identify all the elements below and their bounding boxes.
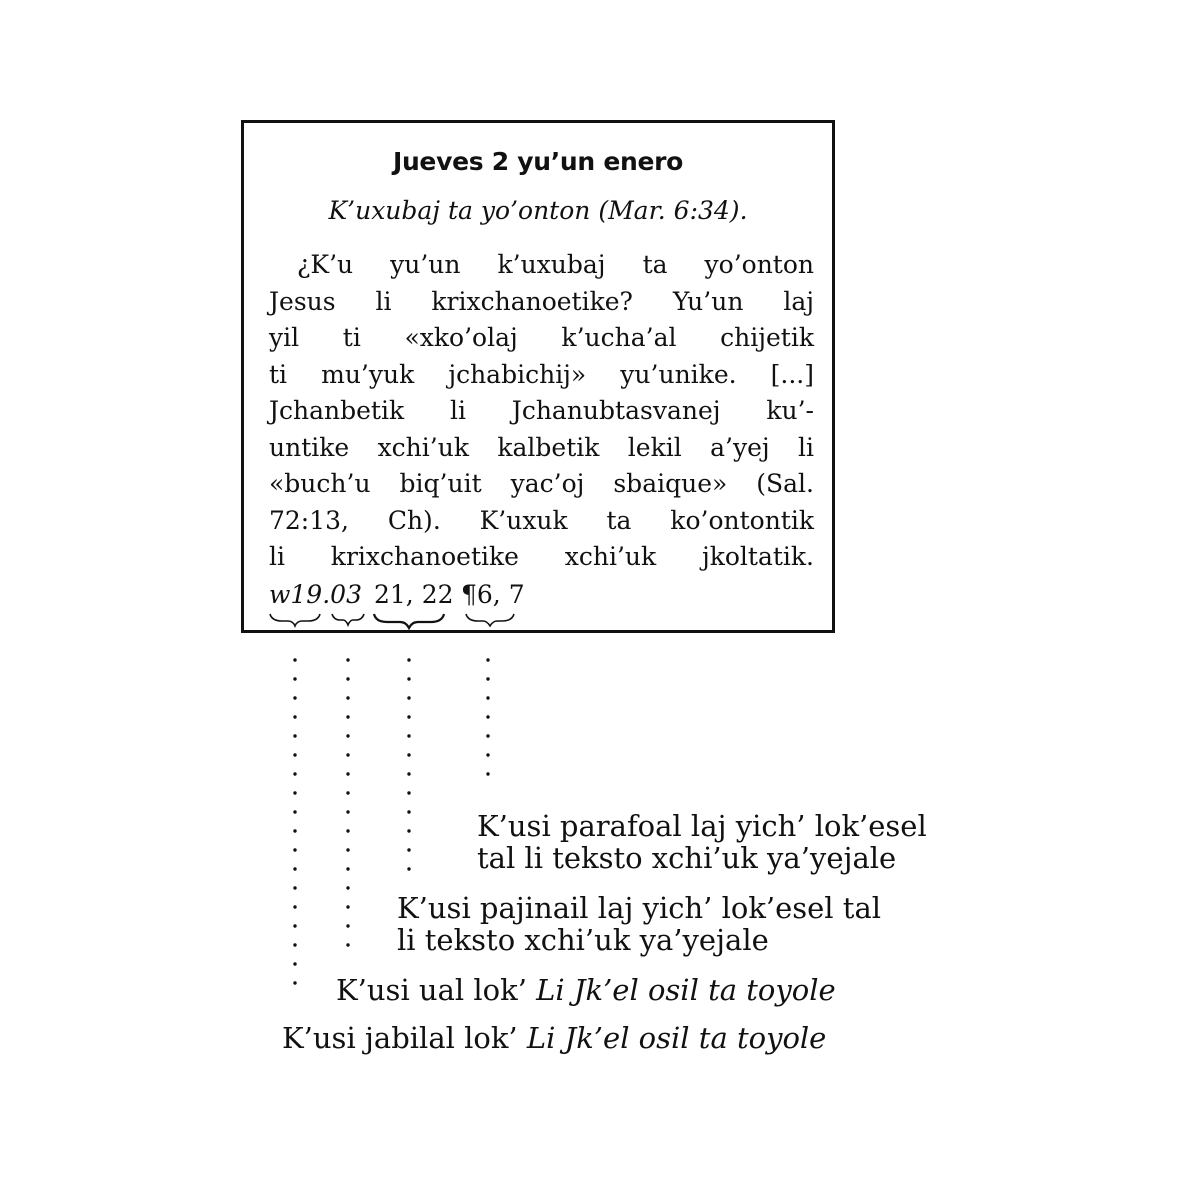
label-year-publication: Li Jk’el osil ta toyole <box>526 1021 827 1055</box>
card-verse: K’uxubaj ta yo’onton (Mar. 6:34). <box>328 196 748 225</box>
body-line: ¿K’u yu’un k’uxubaj ta yo’onton <box>297 250 814 279</box>
label-paragraph <box>477 810 927 874</box>
brace-pages <box>374 614 444 628</box>
body-line: yil ti «xko’olaj k’ucha’al chijetik <box>269 323 814 352</box>
label-page-line-2: li teksto xchi’uk ya’yejale <box>397 923 769 957</box>
label-year-prefix: K’usi jabilal lok’ <box>282 1021 518 1055</box>
under-braces <box>270 614 514 628</box>
brace-year <box>270 614 320 626</box>
body-line: Jesus li krixchanoetike? Yu’un laj <box>269 286 814 316</box>
label-page <box>397 892 881 956</box>
body-line: li krixchanoetike xchi’uk jkoltatik. <box>269 542 814 571</box>
reference-issue: w19.03 <box>269 580 362 609</box>
reference-paragraphs: ¶6, 7 <box>461 580 525 609</box>
body-line: «buch’u biq’uit yac’oj sbaique» (Sal. <box>269 469 814 498</box>
body-line: Jchanbetik li Jchanubtasvanej ku’- <box>269 396 814 425</box>
label-year <box>282 1022 826 1054</box>
label-paragraph-line-1: K’usi parafoal laj yich’ lok’esel <box>477 809 927 843</box>
label-issue <box>336 974 836 1006</box>
brace-paragraphs <box>466 614 514 626</box>
body-line: untike xchi’uk kalbetik lekil a’yej li <box>269 432 814 462</box>
label-issue-publication: Li Jk’el osil ta toyole <box>536 973 836 1007</box>
reference-pages: 21, 22 <box>374 580 454 609</box>
card-date: Jueves 2 yu’un enero <box>392 147 684 176</box>
label-issue-prefix: K’usi ual lok’ <box>336 973 527 1007</box>
body-line: ti mu’yuk jchabichij» yu’unike. [...] <box>269 359 814 389</box>
brace-issue <box>332 614 364 625</box>
body-line: 72:13, Ch). K’uxuk ta ko’ontontik <box>269 505 814 535</box>
label-paragraph-line-2: tal li teksto xchi’uk ya’yejale <box>477 841 897 875</box>
label-page-line-1: K’usi pajinail laj yich’ lok’esel tal <box>397 891 882 925</box>
